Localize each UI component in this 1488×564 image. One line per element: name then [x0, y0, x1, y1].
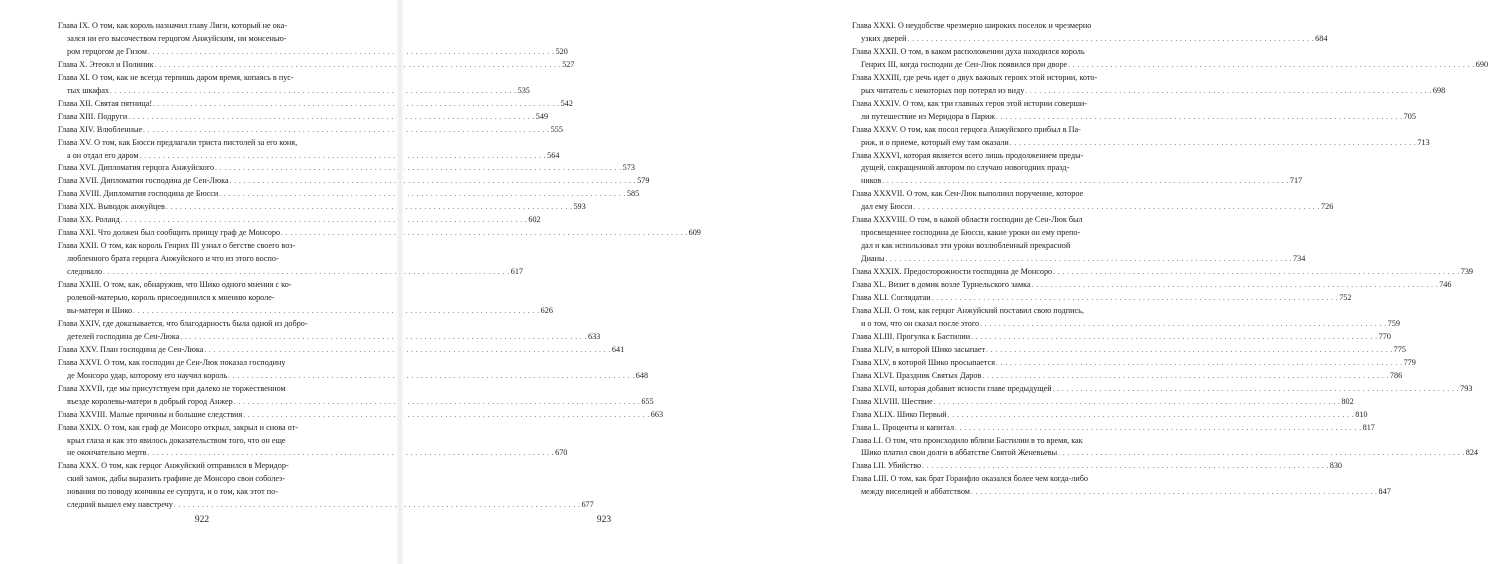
toc-entry-page: 564	[547, 150, 560, 160]
toc-entry-line: Глава XXVI. О том, как господин де Сен-Люк показал господину	[58, 357, 286, 367]
toc-entry-page: 684	[1315, 33, 1328, 43]
toc-entry-line	[852, 59, 1488, 72]
toc-entry-text: следний вышел ему навстречу	[67, 500, 173, 510]
toc-entry-line	[58, 331, 601, 344]
toc-entry-line	[58, 59, 575, 72]
toc-entry-text: рых читатель с некоторых пор потерял из виду	[861, 85, 1025, 95]
toc-entry-text: Глава XLIV, в которой Шико засыпает	[852, 344, 986, 354]
toc-entry-line	[852, 279, 1452, 292]
toc-entry-page: 527	[562, 59, 575, 69]
toc-entry	[58, 460, 594, 512]
toc-entry-text: Шико платил свои долги в аббатстве Святой Женевьевы	[861, 448, 1058, 458]
toc-entry	[852, 460, 1342, 473]
dot-leader	[996, 111, 1403, 124]
dot-leader	[913, 201, 1320, 214]
toc-entry-text: дал ему Бюсси	[861, 202, 913, 212]
toc-entry-line	[852, 175, 1303, 188]
toc-entry	[58, 383, 654, 409]
toc-entry-line: нования по поводу кончины ее супруга, и о том, как этот по-	[67, 487, 278, 497]
dot-leader	[1053, 266, 1460, 279]
dot-leader	[986, 344, 1393, 357]
toc-entry-line: Глава XXIX. О том, как граф де Монсоро открыл, закрыл и снова от-	[58, 422, 298, 432]
toc-entry	[58, 422, 568, 461]
toc-entry-text: следовало	[67, 267, 103, 277]
toc-entry-line: Глава LIII. О том, как брат Горанфло оказался более чем когда-либо	[852, 474, 1088, 484]
dot-leader	[882, 175, 1289, 188]
toc-entry-page: 626	[540, 305, 553, 315]
toc-entry-page: 824	[1465, 448, 1478, 458]
toc-entry-page: 817	[1362, 422, 1375, 432]
toc-entry-text: Глава XVIII. Дипломатия господина де Бюсси	[58, 189, 219, 199]
left-toc-list	[58, 20, 701, 512]
toc-entry-page: 690	[1475, 59, 1488, 69]
toc-entry-line	[58, 98, 573, 111]
toc-entry-text: и о том, что он сказал после этого	[861, 318, 980, 328]
toc-entry-page: 535	[517, 85, 530, 95]
toc-entry-page: 555	[550, 124, 563, 134]
toc-entry	[58, 137, 560, 163]
toc-entry-page: 593	[573, 202, 586, 212]
toc-entry-text: Генрих III, когда господин де Сен-Люк появился при дворе	[861, 59, 1068, 69]
toc-entry-line	[852, 344, 1406, 357]
toc-entry-page: 573	[622, 163, 635, 173]
toc-entry-line	[58, 370, 649, 383]
right-page-number: 923	[596, 515, 612, 525]
toc-entry-text: Глава XLVIII. Шествие	[852, 396, 933, 406]
toc-entry	[852, 409, 1368, 422]
toc-entry-text: Глава XLVI. Праздник Святых Даров	[852, 370, 982, 380]
toc-entry-line: Глава XXXIV. О том, как три главных героя этой истории соверши-	[852, 98, 1087, 108]
toc-entry-page: 609	[688, 228, 701, 238]
toc-entry-page: 705	[1403, 111, 1416, 121]
toc-entry-line	[58, 162, 635, 175]
toc-entry-page: 770	[1378, 331, 1391, 341]
toc-entry	[58, 318, 601, 344]
dot-leader	[922, 460, 1329, 473]
toc-entry	[852, 98, 1416, 124]
toc-entry	[852, 124, 1430, 150]
toc-entry-text: вы-матери и Шико	[67, 305, 133, 315]
toc-entry-text: тых шкафах	[67, 85, 110, 95]
toc-entry-line	[58, 227, 701, 240]
toc-entry-text: Глава XL. Визит в домик возле Турнельского замка	[852, 280, 1031, 290]
toc-entry-line	[852, 370, 1403, 383]
toc-entry-line: Глава XXXI. О неудобстве чрезмерно широких поселок и чрезмерно	[852, 21, 1092, 30]
toc-entry-line	[852, 111, 1416, 124]
toc-entry	[58, 111, 549, 124]
dot-leader	[955, 422, 1362, 435]
toc-entry-page: 542	[560, 98, 573, 108]
toc-entry	[852, 344, 1406, 357]
toc-entry-line	[58, 188, 640, 201]
toc-entry-line: Глава XXXVIII. О том, в какой области господин де Сен-Люк был	[852, 215, 1083, 225]
toc-entry-line	[852, 318, 1400, 331]
toc-entry-text: узких дверей	[861, 33, 907, 43]
toc-entry-line: ролевой-матерью, король присоединился к мнению короле-	[67, 293, 275, 303]
toc-entry-text: Глава XIV. Влюбленные	[58, 124, 143, 134]
toc-entry-page: 759	[1387, 318, 1400, 328]
toc-entry-page: 670	[555, 448, 568, 458]
toc-entry-line	[852, 331, 1391, 344]
toc-entry-text: ром герцогом де Гизом	[67, 46, 147, 56]
toc-entry-line	[58, 124, 563, 137]
toc-entry-line: Глава XXXII. О том, в каком расположении духа находился король	[852, 46, 1085, 56]
toc-entry-text: риж, и о приеме, который ему там оказали	[861, 137, 1009, 147]
toc-entry-line	[58, 447, 568, 460]
toc-entry-line	[852, 409, 1368, 422]
toc-entry-line: дал и как использовал эти уроки возлюбленный прекрасной	[861, 241, 1071, 251]
toc-entry	[58, 279, 553, 318]
toc-entry-text: Глава XXI. Что должен был сообщить принцу граф де Монсоро	[58, 228, 281, 238]
toc-entry-page: 585	[626, 189, 640, 199]
toc-entry-text: Глава XXV. План господина де Сен-Люка	[58, 344, 204, 354]
toc-entry-text: Глава XLVII, которая добавит ясности главе предыдущей	[852, 383, 1052, 393]
toc-entry-line	[852, 460, 1342, 473]
toc-entry-text: не окончательно мертв	[67, 448, 147, 458]
toc-entry-page: 810	[1355, 409, 1368, 419]
toc-entry-line: любленного брата герцога Анжуйского и что из этого воспо-	[67, 254, 279, 264]
toc-entry-line	[852, 137, 1430, 150]
toc-entry-line: дущей, сокращенной автором по случаю новогодних празд-	[861, 163, 1070, 173]
toc-entry	[58, 20, 568, 59]
toc-entry-text: ников	[861, 176, 882, 186]
dot-leader	[1053, 383, 1460, 396]
toc-entry-text: Глава XX. Роланд	[58, 215, 120, 225]
toc-entry	[852, 214, 1306, 266]
toc-entry-line: Глава XV. О том, как Бюсси предлагали триста пистолей за его коня,	[58, 137, 298, 147]
dot-leader	[996, 357, 1403, 370]
toc-entry-page: 677	[581, 500, 594, 510]
toc-entry-line: Глава LI. О том, что происходило вблизи Бастилии в то время, как	[852, 435, 1083, 445]
toc-entry-line: Глава XXXIII, где речь идет о двух важных героях этой истории, кото-	[852, 72, 1098, 82]
toc-entry-page: 739	[1460, 267, 1473, 277]
toc-entry	[852, 150, 1303, 189]
toc-entry	[58, 214, 541, 227]
toc-entry-text: де Монсоро удар, которому его научил король	[67, 370, 228, 380]
toc-entry-text: Глава X. Этеокл и Полиник	[58, 59, 154, 69]
toc-entry	[58, 227, 701, 240]
toc-entry-page: 726	[1321, 202, 1334, 212]
toc-entry-text: детелей господина де Сен-Люка	[67, 331, 180, 341]
toc-entry-page: 602	[528, 215, 541, 225]
toc-entry	[852, 46, 1488, 72]
toc-entry-line	[852, 422, 1375, 435]
toc-entry-line: Глава XXXVII. О том, как Сен-Люк выполнил поручение, которое	[852, 189, 1084, 199]
toc-entry-line	[852, 396, 1354, 409]
dot-leader	[908, 33, 1315, 46]
toc-entry-line	[58, 499, 594, 512]
toc-entry	[58, 357, 649, 383]
toc-entry-line	[58, 201, 586, 214]
toc-entry-text: Глава XIX. Выводок анжуйцев	[58, 202, 165, 212]
toc-entry	[852, 357, 1416, 370]
toc-entry	[852, 422, 1375, 435]
toc-entry	[852, 266, 1473, 279]
toc-entry-text: Глава XII. Святая пятница!	[58, 98, 153, 108]
toc-entry	[58, 124, 563, 137]
toc-entry-page: 779	[1403, 357, 1416, 367]
toc-entry-page: 793	[1460, 383, 1473, 393]
dot-leader	[948, 409, 1355, 422]
toc-entry-line: зался ни его высочеством герцогом Анжуйским, ни монсенью-	[67, 33, 287, 43]
toc-entry-line	[58, 344, 625, 357]
toc-entry-line	[58, 266, 523, 279]
toc-entry	[58, 162, 635, 175]
toc-entry-line	[852, 383, 1473, 396]
toc-entry	[852, 305, 1400, 331]
dot-leader	[934, 396, 1341, 409]
toc-entry-line: Глава IX. О том, как король назначил главу Лиги, который не ока-	[58, 21, 287, 30]
toc-entry-line: Глава XI. О том, как не всегда терпишь даром время, копаясь в пус-	[58, 72, 294, 82]
toc-entry-text: Глава XLV, в которой Шико просыпается	[852, 357, 996, 367]
toc-entry	[852, 20, 1328, 46]
toc-entry	[58, 409, 664, 422]
dot-leader	[982, 370, 1389, 383]
toc-entry	[58, 175, 650, 188]
dot-leader	[980, 318, 1387, 331]
dot-leader	[1068, 59, 1475, 72]
toc-entry-line	[852, 447, 1478, 460]
toc-entry	[58, 240, 523, 279]
toc-entry-text: между виселицей и аббатством	[861, 487, 970, 497]
toc-entry-line	[852, 85, 1446, 98]
toc-entry-page: 752	[1339, 293, 1352, 303]
toc-entry	[58, 72, 530, 98]
dot-leader	[932, 292, 1339, 305]
left-page-number: 922	[194, 515, 210, 525]
toc-entry-line	[852, 201, 1334, 214]
toc-entry-page: 713	[1417, 137, 1430, 147]
toc-entry-page: 802	[1341, 396, 1354, 406]
toc-entry-page: 633	[587, 331, 601, 341]
toc-entry-page: 648	[635, 370, 649, 380]
toc-entry-line	[58, 305, 553, 318]
toc-entry-line	[852, 33, 1328, 46]
toc-entry-text: Глава XLI. Соглядатаи	[852, 293, 931, 303]
toc-entry	[852, 331, 1391, 344]
toc-entry-text: Глава XXXIX. Предосторожности господина де Монсоро	[852, 267, 1053, 277]
toc-entry-page: 579	[637, 176, 650, 186]
toc-entry-page: 698	[1432, 85, 1446, 95]
toc-entry	[58, 59, 575, 72]
toc-entry-line	[58, 409, 664, 422]
dot-leader	[1025, 85, 1432, 98]
right-page	[400, 0, 1488, 564]
toc-entry-page: 746	[1439, 280, 1452, 290]
toc-entry-line	[58, 46, 568, 59]
toc-entry-line	[58, 85, 530, 98]
toc-entry-page: 847	[1378, 487, 1391, 497]
toc-entry	[852, 72, 1446, 98]
toc-entry-line	[58, 175, 650, 188]
toc-entry-text: Глава XLIII. Прогулка к Бастилии	[852, 331, 971, 341]
toc-entry	[852, 396, 1354, 409]
toc-entry-line	[852, 292, 1352, 305]
toc-entry-text: Глава XVI. Дипломатия герцога Анжуйского	[58, 163, 215, 173]
toc-entry-page: 641	[611, 344, 625, 354]
toc-entry-line: Глава XXXV. О том, как посол герцога Анжуйского прибыл в Па-	[852, 124, 1081, 134]
toc-entry-line	[58, 111, 549, 124]
toc-entry-line	[852, 486, 1391, 499]
dot-leader	[1058, 447, 1465, 460]
toc-entry-line: просвещеннее господина де Бюсси, какие уроки он ему препо-	[861, 228, 1081, 238]
toc-entry-line: Глава XLII. О том, как герцог Анжуйский поставил свою подпись,	[852, 305, 1084, 315]
dot-leader	[1010, 137, 1417, 150]
toc-entry	[852, 435, 1478, 461]
toc-entry-line	[852, 357, 1416, 370]
toc-entry-page: 734	[1293, 254, 1306, 264]
toc-entry-line: Глава XXX. О том, как герцог Анжуйский отправился в Меридор-	[58, 461, 289, 471]
toc-entry-line: крыл глаза и как это явилось доказательством того, что он еще	[67, 435, 286, 445]
toc-entry-text: Глава LII. Убийство	[852, 461, 922, 471]
toc-entry	[852, 473, 1391, 499]
right-toc-list	[852, 20, 1488, 499]
toc-entry-line	[852, 266, 1473, 279]
toc-entry-page: 520	[555, 46, 568, 56]
toc-entry-text: Глава XVII. Дипломатия господина де Сен-Люка	[58, 176, 229, 186]
toc-entry-text: Глава XIII. Подруги	[58, 111, 128, 121]
toc-entry	[58, 188, 640, 201]
toc-entry-line: Глава XXIII. О том, как, обнаружив, что Шико одного мнения с ко-	[58, 280, 292, 290]
toc-entry-line: ский замок, дабы выразить графине де Монсоро свои соболез-	[67, 474, 286, 484]
toc-entry-page: 655	[641, 396, 654, 406]
toc-entry-text: Глава L. Проценты и капитал	[852, 422, 955, 432]
toc-entry-page: 830	[1329, 461, 1342, 471]
dot-leader	[971, 486, 1378, 499]
toc-entry	[58, 201, 586, 214]
toc-entry-text: въезде королевы-матери в добрый город Анжер	[67, 396, 233, 406]
toc-entry-line	[58, 150, 560, 163]
dot-leader	[971, 331, 1378, 344]
toc-entry	[58, 344, 625, 357]
toc-entry-line	[58, 214, 541, 227]
toc-entry	[852, 292, 1352, 305]
dot-leader	[885, 253, 1292, 266]
toc-entry-page: 717	[1289, 176, 1303, 186]
toc-entry-page: 617	[510, 267, 523, 277]
toc-entry	[852, 188, 1334, 214]
toc-entry-page: 663	[650, 409, 664, 419]
toc-entry-page: 775	[1393, 344, 1406, 354]
toc-entry-text: Глава XLIX. Шико Первый	[852, 409, 947, 419]
toc-entry-line: Глава XXXVI, которая является всего лишь продолжением преды-	[852, 150, 1084, 160]
toc-entry-line: Глава XXII. О том, как король Генрих III узнал о бегстве своего воз-	[58, 241, 296, 251]
toc-entry-line: Глава XXIV, где доказывается, что благодарность была одной из добро-	[58, 318, 308, 328]
toc-entry	[852, 279, 1452, 292]
toc-entry	[58, 98, 573, 111]
toc-entry-text: ли путешествие из Меридора в Париж	[861, 111, 996, 121]
toc-entry-text: Дианы	[861, 254, 885, 264]
toc-entry	[852, 370, 1403, 383]
toc-entry-page: 786	[1389, 370, 1403, 380]
toc-entry	[852, 383, 1473, 396]
toc-entry-page: 549	[535, 111, 549, 121]
toc-entry-line: Глава XXVII, где мы присутствуем при далеко не торжественном	[58, 383, 286, 393]
toc-entry-line	[58, 396, 654, 409]
toc-entry-text: а он отдал его даром	[67, 150, 139, 160]
toc-entry-text: Глава XXVIII. Малые причины и большие следствия	[58, 409, 243, 419]
dot-leader	[1032, 279, 1439, 292]
toc-entry-line	[852, 253, 1306, 266]
